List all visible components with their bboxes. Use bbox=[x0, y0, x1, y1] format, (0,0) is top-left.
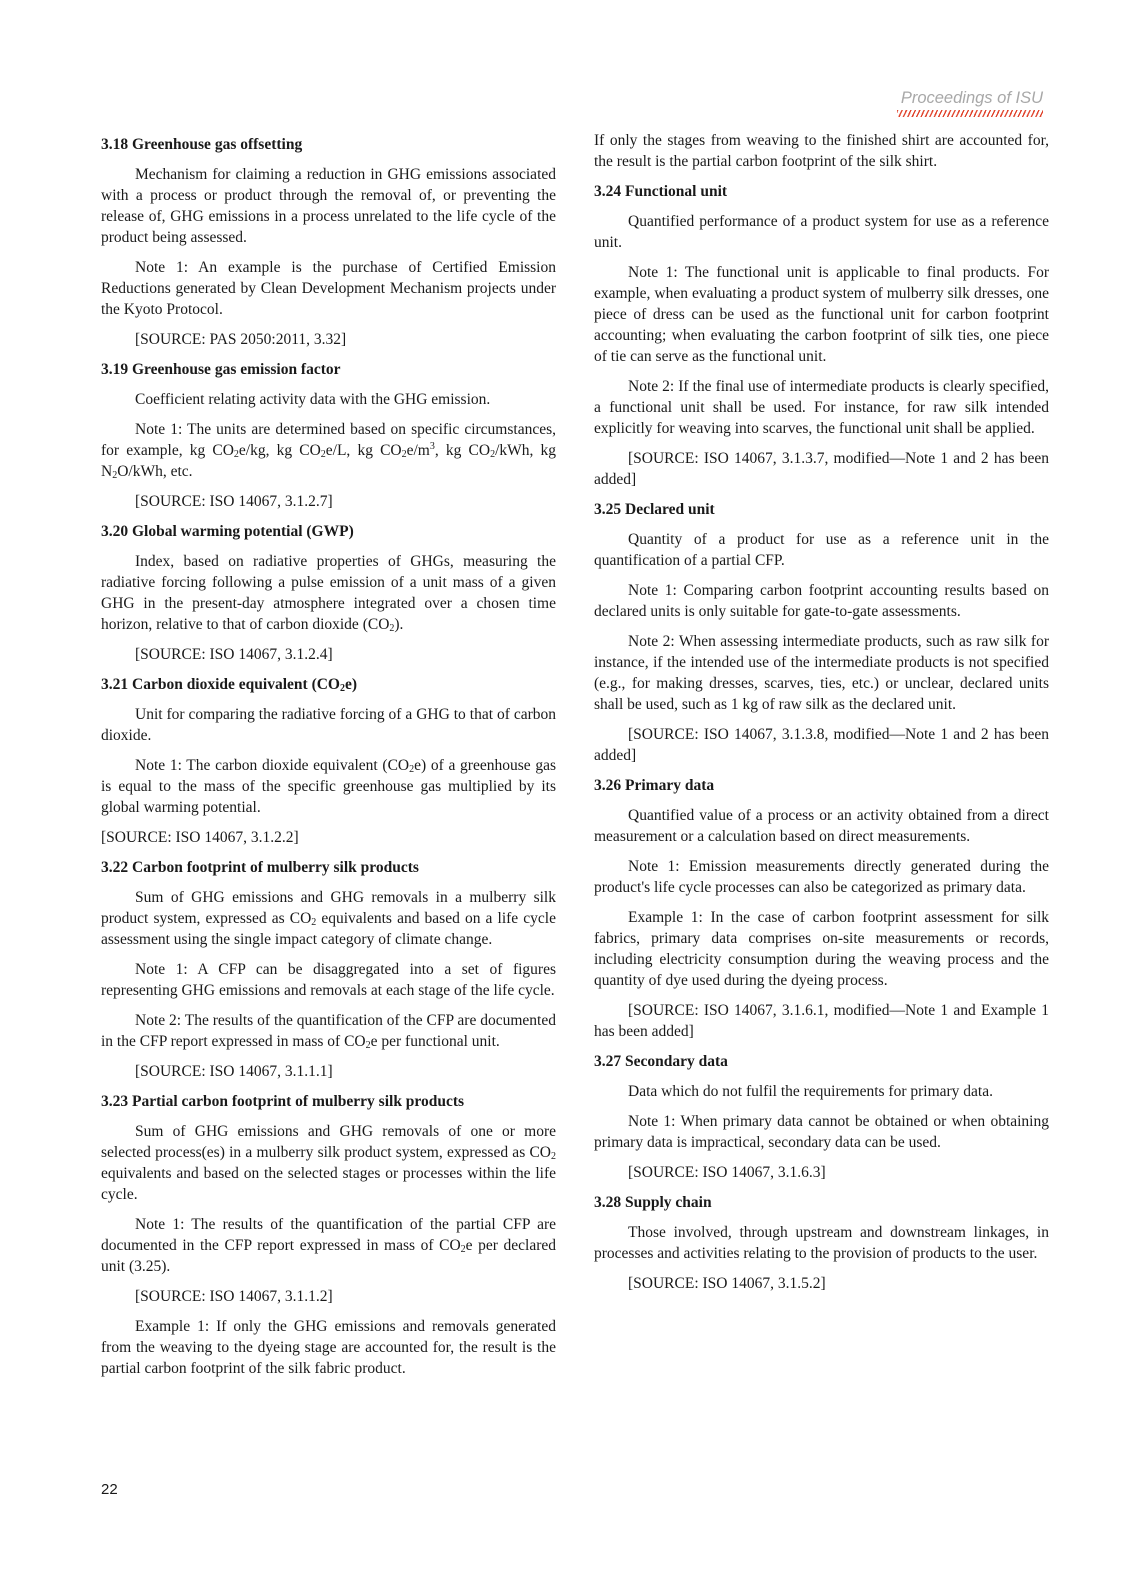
left-column bbox=[101, 130, 556, 1388]
section-heading-3-27: 3.27 Secondary data bbox=[594, 1053, 728, 1070]
source-3-19: [SOURCE: ISO 14067, 3.1.2.7] bbox=[135, 493, 333, 510]
section-heading-3-23: 3.23 Partial carbon footprint of mulberry silk products bbox=[101, 1093, 465, 1110]
header-stripe-decoration bbox=[897, 110, 1043, 117]
source-3-26: [SOURCE: ISO 14067, 3.1.6.1, modified—Note 1 and Example 1 has been added] bbox=[594, 1002, 1049, 1040]
note-3-22-1: Note 1: A CFP can be disaggregated into a set of figures representing GHG emissions and removals at each stage of the life cycle. bbox=[101, 961, 556, 999]
definition-3-21: Unit for comparing the radiative forcing of a GHG to that of carbon dioxide. bbox=[101, 706, 556, 744]
source-3-21: [SOURCE: ISO 14067, 3.1.2.2] bbox=[101, 829, 299, 846]
source-3-28: [SOURCE: ISO 14067, 3.1.5.2] bbox=[628, 1275, 826, 1292]
note-3-23-1: Note 1: The results of the quantification of the partial CFP are documented in the CFP report expressed in mass of $CO_2e$ per declared unit (3.25). bbox=[101, 1216, 556, 1275]
section-heading-3-21: 3.21 Carbon dioxide equivalent $(CO_2e)$ bbox=[101, 676, 358, 694]
section-heading-3-22: 3.22 Carbon footprint of mulberry silk products bbox=[101, 859, 419, 876]
definition-3-20: Index, based on radiative properties of GHGs, measuring the radiative forcing following a pulse emission of a unit mass of a given GHG in the present-day atmosphere integrated over a chosen time horizon, relative to that of carbon dioxide $(CO_2)$. bbox=[101, 553, 556, 634]
definition-3-26: Quantified value of a process or an activity obtained from a direct measurement or a calculation based on direct measurements. bbox=[594, 807, 1049, 845]
journal-title: Proceedings of ISU bbox=[900, 89, 1043, 107]
source-3-18: [SOURCE: PAS 2050:2011, 3.32] bbox=[135, 331, 347, 348]
definition-3-19: Coefficient relating activity data with the GHG emission. bbox=[135, 391, 491, 408]
source-3-23: [SOURCE: ISO 14067, 3.1.1.2] bbox=[135, 1288, 333, 1305]
example-3-23-1: Example 1: If only the GHG emissions and removals generated from the weaving to the dyeing stage are accounted for, the result is the partial carbon footprint of the silk fabric product. bbox=[101, 1318, 556, 1377]
section-heading-3-28: 3.28 Supply chain bbox=[594, 1194, 712, 1211]
section-heading-3-25: 3.25 Declared unit bbox=[594, 501, 715, 518]
section-heading-3-18: 3.18 Greenhouse gas offsetting bbox=[101, 136, 303, 153]
note-3-25-1: Note 1: Comparing carbon footprint accounting results based on declared units is only suitable for gate-to-gate assessments. bbox=[594, 582, 1049, 620]
definition-3-22: Sum of GHG emissions and GHG removals in a mulberry silk product system, expressed as $CO_2$ equivalents and based on a life cycle assessment using the single impact category of climate change. bbox=[101, 889, 556, 948]
example-continuation: If only the stages from weaving to the finished shirt are accounted for, the result is the partial carbon footprint of the silk shirt. bbox=[594, 132, 1049, 170]
section-heading-3-19: 3.19 Greenhouse gas emission factor bbox=[101, 361, 341, 378]
section-heading-3-26: 3.26 Primary data bbox=[594, 777, 715, 794]
source-3-20: [SOURCE: ISO 14067, 3.1.2.4] bbox=[135, 646, 333, 663]
definition-3-28: Those involved, through upstream and downstream linkages, in processes and activities relating to the provision of products to the user. bbox=[594, 1224, 1049, 1262]
note-3-18-1: Note 1: An example is the purchase of Certified Emission Reductions generated by Clean Development Mechanism projects under the Kyoto Protocol. bbox=[101, 259, 556, 318]
definition-3-27: Data which do not fulfil the requirements for primary data. bbox=[628, 1083, 993, 1100]
source-3-24: [SOURCE: ISO 14067, 3.1.3.7, modified—Note 1 and 2 has been added] bbox=[594, 450, 1049, 488]
note-3-25-2: Note 2: When assessing intermediate products, such as raw silk for instance, if the intended use of the intermediate products is not specified (e.g., for making dresses, scarves, ties, etc.) or unclear, declared units shall be used, such as 1 kg of raw silk as the declared unit. bbox=[594, 633, 1049, 713]
definition-3-18: Mechanism for claiming a reduction in GHG emissions associated with a process or product through the removal of, or preventing the release of, GHG emissions in a process unrelated to the life cycle of the product being assessed. bbox=[101, 166, 556, 246]
note-3-24-1: Note 1: The functional unit is applicable to final products. For example, when evaluating a product system of mulberry silk dresses, one piece of dress can be used as the functional unit for carbon footprint accounting; when evaluating the carbon footprint of silk ties, one piece of tie can serve as the functional unit. bbox=[594, 264, 1049, 365]
source-3-25: [SOURCE: ISO 14067, 3.1.3.8, modified—Note 1 and 2 has been added] bbox=[594, 726, 1049, 764]
section-heading-3-24: 3.24 Functional unit bbox=[594, 183, 728, 200]
source-3-22: [SOURCE: ISO 14067, 3.1.1.1] bbox=[135, 1063, 333, 1080]
note-3-26-1: Note 1: Emission measurements directly generated during the product's life cycle processes can also be categorized as primary data. bbox=[594, 858, 1049, 896]
example-3-26-1: Example 1: In the case of carbon footprint assessment for silk fabrics, primary data comprises on-site measurements or records, including electricity consumption during the weaving process and the quantity of dye used during the dyeing process. bbox=[594, 909, 1049, 989]
definition-3-24: Quantified performance of a product system for use as a reference unit. bbox=[594, 213, 1049, 251]
section-heading-3-20: 3.20 Global warming potential (GWP) bbox=[101, 523, 354, 540]
source-3-27: [SOURCE: ISO 14067, 3.1.6.3] bbox=[628, 1164, 826, 1181]
page-number: 22 bbox=[101, 1481, 118, 1498]
note-3-24-2: Note 2: If the final use of intermediate products is clearly specified, a functional unit shall be used. For instance, for raw silk intended explicitly for weaving into scarves, the functional unit shall be applied. bbox=[594, 378, 1049, 437]
definition-3-25: Quantity of a product for use as a reference unit in the quantification of a partial CFP. bbox=[594, 531, 1049, 569]
note-3-19-1: Note 1: The units are determined based on specific circumstances, for example, kg $CO_2e/kg$, kg $CO_2e/L$, kg $CO_2e/m^3$, kg $CO_2$/kWh, kg $N_2O$/kWh, etc. bbox=[101, 421, 557, 481]
note-3-27-1: Note 1: When primary data cannot be obtained or when obtaining primary data is impractical, secondary data can be used. bbox=[594, 1113, 1049, 1151]
running-header bbox=[893, 88, 1043, 117]
right-column bbox=[594, 130, 1049, 1303]
definition-3-23: Sum of GHG emissions and GHG removals of one or more selected process(es) in a mulberry silk product system, expressed as $CO_2$ equivalents and based on the selected stages or processes within the life cycle. bbox=[101, 1123, 556, 1203]
note-3-21-1: Note 1: The carbon dioxide equivalent $(CO_2e)$ of a greenhouse gas is equal to the mass of the specific greenhouse gas multiplied by its global warming potential. bbox=[101, 757, 557, 816]
note-3-22-2: Note 2: The results of the quantification of the CFP are documented in the CFP report expressed in mass of $CO_2e$ per functional unit. bbox=[101, 1012, 556, 1051]
